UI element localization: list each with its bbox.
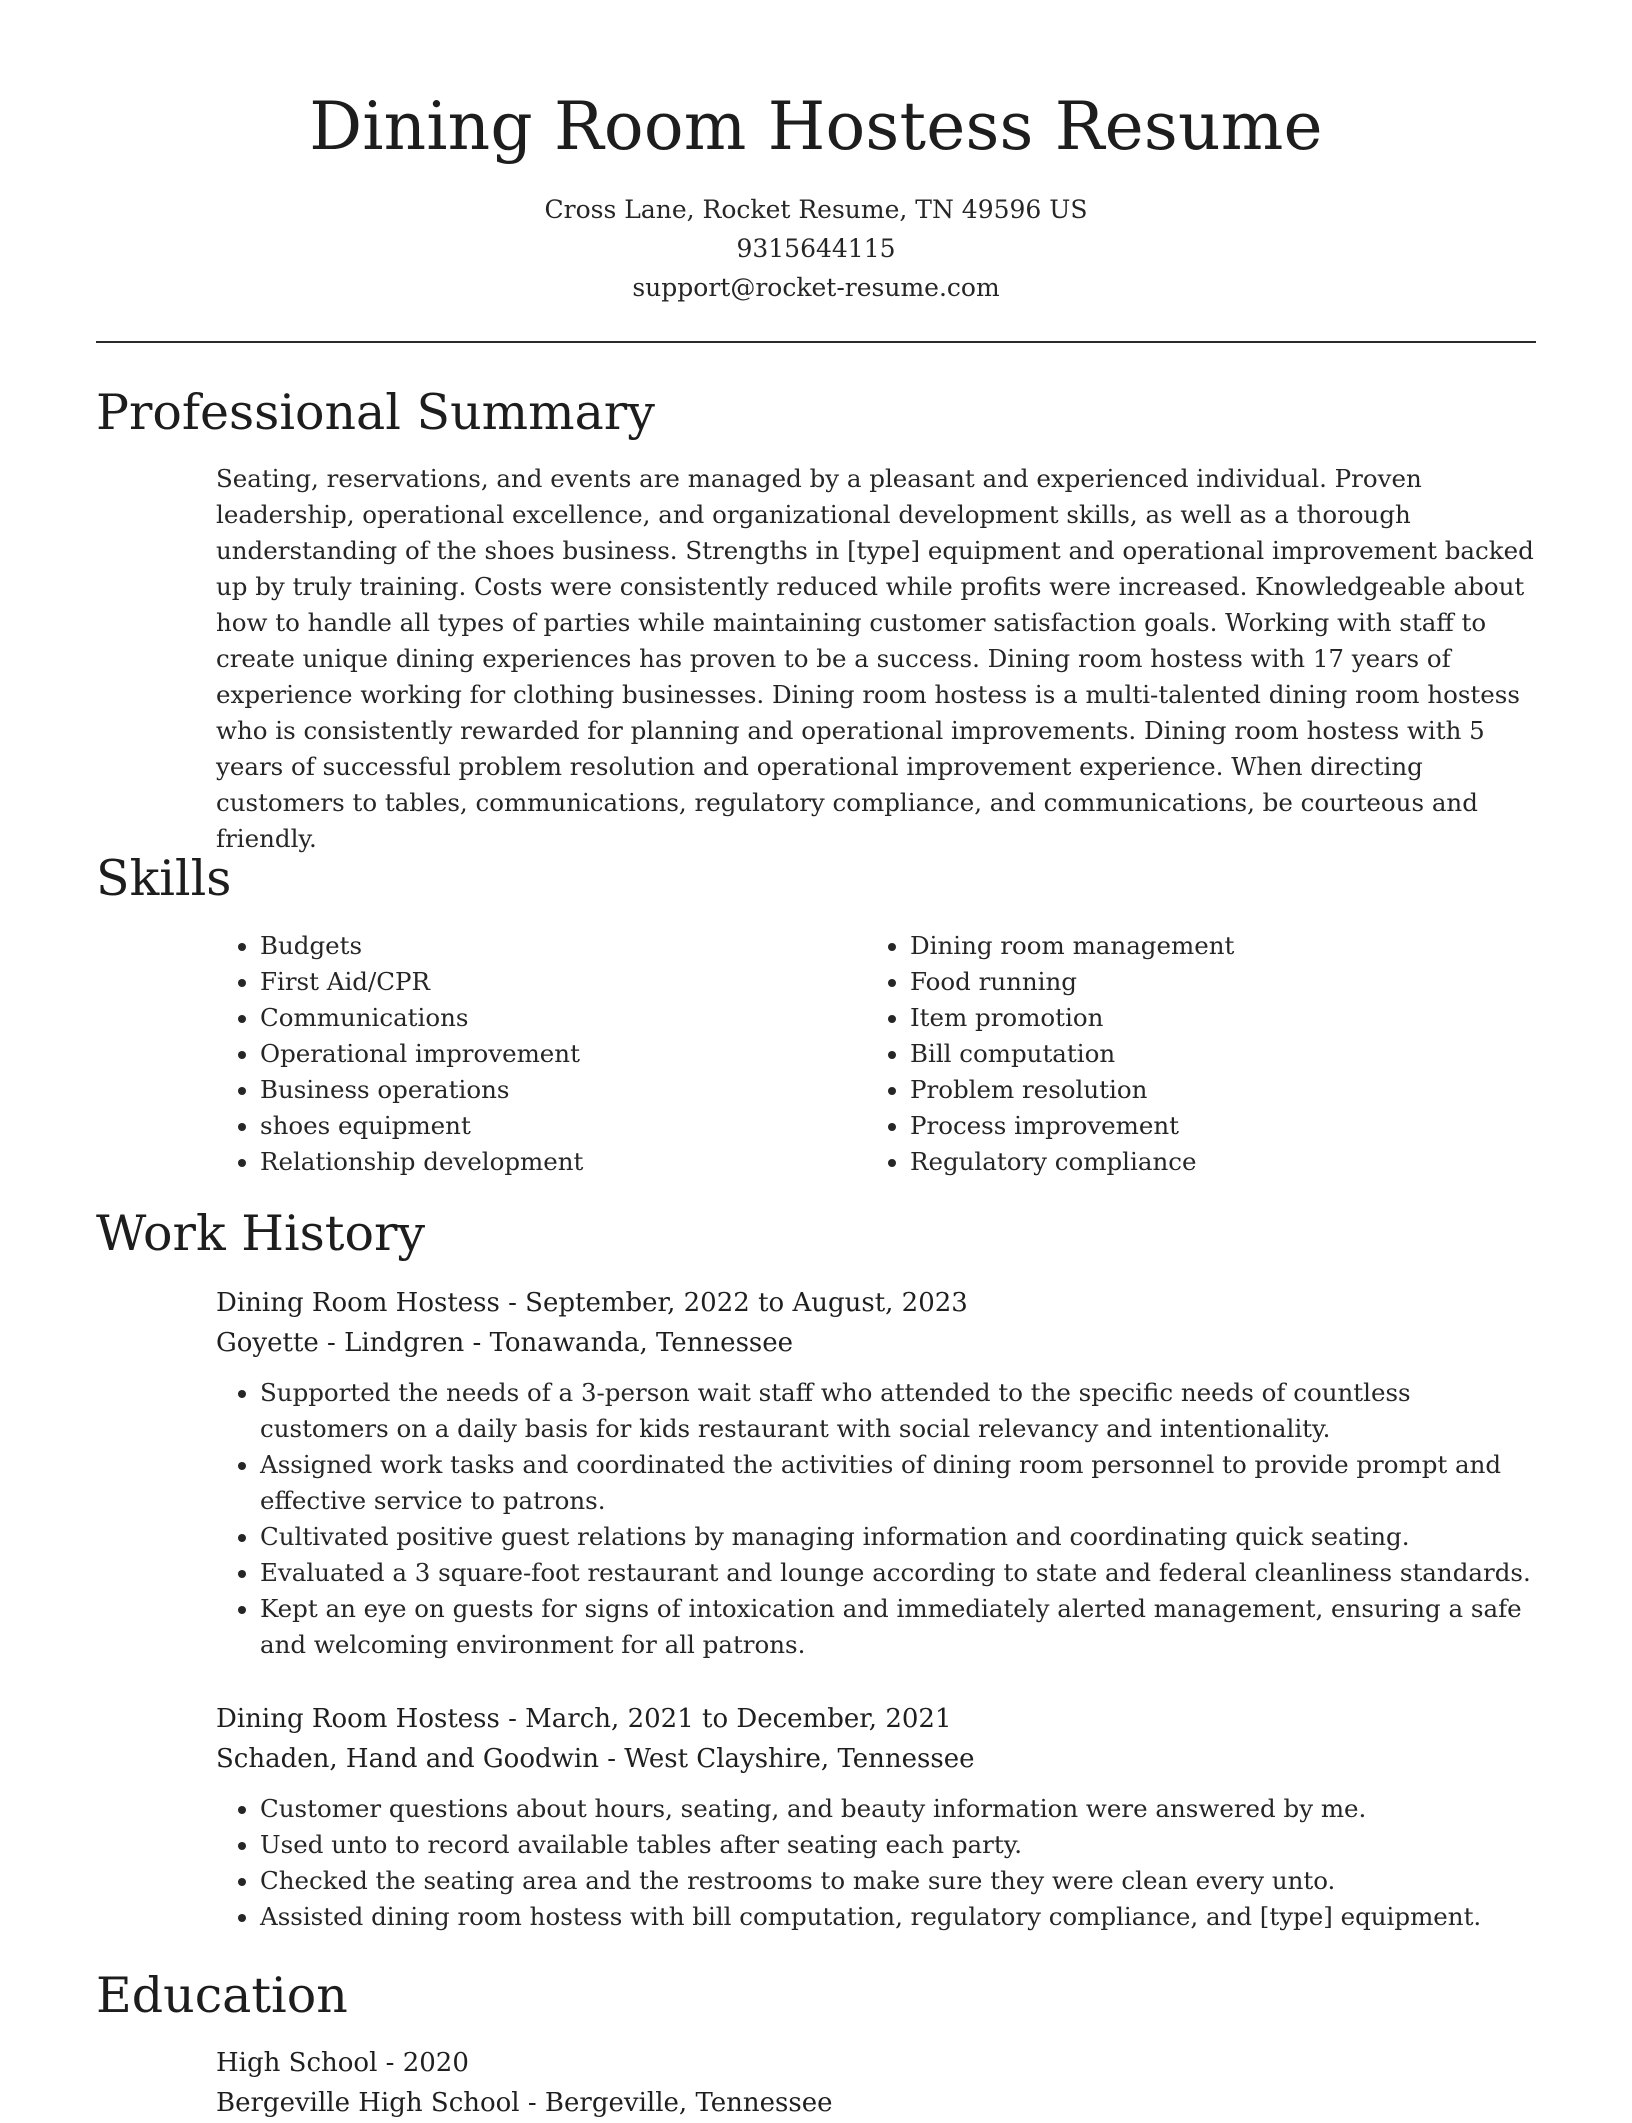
job-bullet: • Assigned work tasks and coordinated the activities of dining room personnel to provide prompt and effective service to patrons. [260,1447,1536,1519]
job-entry [216,1699,1536,1935]
header-divider [96,341,1536,343]
skill-item: • Food running [910,964,1516,1000]
contact-info [0,190,1632,307]
job-bullet: • Cultivated positive guest relations by managing information and coordinating quick seating. [260,1519,1536,1555]
skill-item: • Relationship development [260,1144,866,1180]
skill-item: • Business operations [260,1072,866,1108]
skill-item: • Budgets [260,928,866,964]
section-heading-summary: Professional Summary [96,384,655,441]
job-bullet: • Customer questions about hours, seating, and beauty information were answered by me. [260,1791,1536,1827]
skill-item: • Bill computation [910,1036,1516,1072]
skill-item: • shoes equipment [260,1108,866,1144]
job-bullet: • Evaluated a 3 square-foot restaurant and lounge according to state and federal cleanliness standards. [260,1555,1536,1591]
section-heading-skills: Skills [96,850,232,907]
contact-address: Cross Lane, Rocket Resume, TN 49596 US [544,195,1088,224]
job-bullet: • Used unto to record available tables after seating each party. [260,1827,1536,1863]
skill-item: • Problem resolution [910,1072,1516,1108]
job-title-line: Dining Room Hostess - March, 2021 to December, 2021 [216,1704,952,1734]
job-company-line: Schaden, Hand and Goodwin - West Clayshire, Tennessee [216,1744,975,1774]
job-title-line: Dining Room Hostess - September, 2022 to August, 2023 [216,1288,968,1318]
skill-item: • Dining room management [910,928,1516,964]
section-heading-work-history: Work History [96,1205,426,1262]
contact-email: support@rocket-resume.com [632,273,1000,302]
skill-item: • Operational improvement [260,1036,866,1072]
job-bullet: • Assisted dining room hostess with bill computation, regulatory compliance, and [type] equipment. [260,1899,1536,1935]
education-degree-line: High School - 2020 [216,2048,469,2078]
summary-text: Seating, reservations, and events are managed by a pleasant and experienced individual. Proven leadership, operational excellence, and organizational development skills, as well as a thorough understanding of the shoes business. Strengths in [type] equipment and operational improvement backed up by truly training. Costs were consistently reduced while profits were increased. Knowledgeable about how to handle all types of parties while maintaining customer satisfaction goals. Working with staff to create unique dining experiences has proven to be a success. Dining room hostess with 17 years of experience working for clothing businesses. Dining room hostess is a multi-talented dining room hostess who is consistently rewarded for planning and operational improvements. Dining room hostess with 5 years of successful problem resolution and operational improvement experience. When directing customers to tables, communications, regulatory compliance, and communications, be courteous and friendly. [216,464,1534,853]
skill-item: • First Aid/CPR [260,964,866,1000]
page-title: Dining Room Hostess Resume [309,88,1323,165]
skill-item: • Communications [260,1000,866,1036]
job-entry [216,1283,1536,1663]
skill-item: • Regulatory compliance [910,1144,1516,1180]
job-bullets [216,1375,1536,1663]
job-company-line: Goyette - Lindgren - Tonawanda, Tennessee [216,1328,794,1358]
resume-header [0,82,1632,307]
education-entry [216,2043,1536,2123]
job-bullet: • Supported the needs of a 3-person wait staff who attended to the specific needs of countless customers on a daily basis for kids restaurant with social relevancy and intentionality. [260,1375,1536,1447]
education-school-line: Bergeville High School - Bergeville, Tennessee [216,2088,833,2118]
skills-column-right [866,928,1516,1180]
skill-item: • Process improvement [910,1108,1516,1144]
job-bullets [216,1791,1536,1935]
section-heading-education: Education [96,1967,348,2024]
contact-phone: 9315644115 [736,234,896,263]
skills-column-left [216,928,866,1180]
job-bullet: • Kept an eye on guests for signs of intoxication and immediately alerted management, ensuring a safe and welcoming environment for all patrons. [260,1591,1536,1663]
skill-item: • Item promotion [910,1000,1516,1036]
skills-list [216,928,1536,1180]
job-bullet: • Checked the seating area and the restrooms to make sure they were clean every unto. [260,1863,1536,1899]
